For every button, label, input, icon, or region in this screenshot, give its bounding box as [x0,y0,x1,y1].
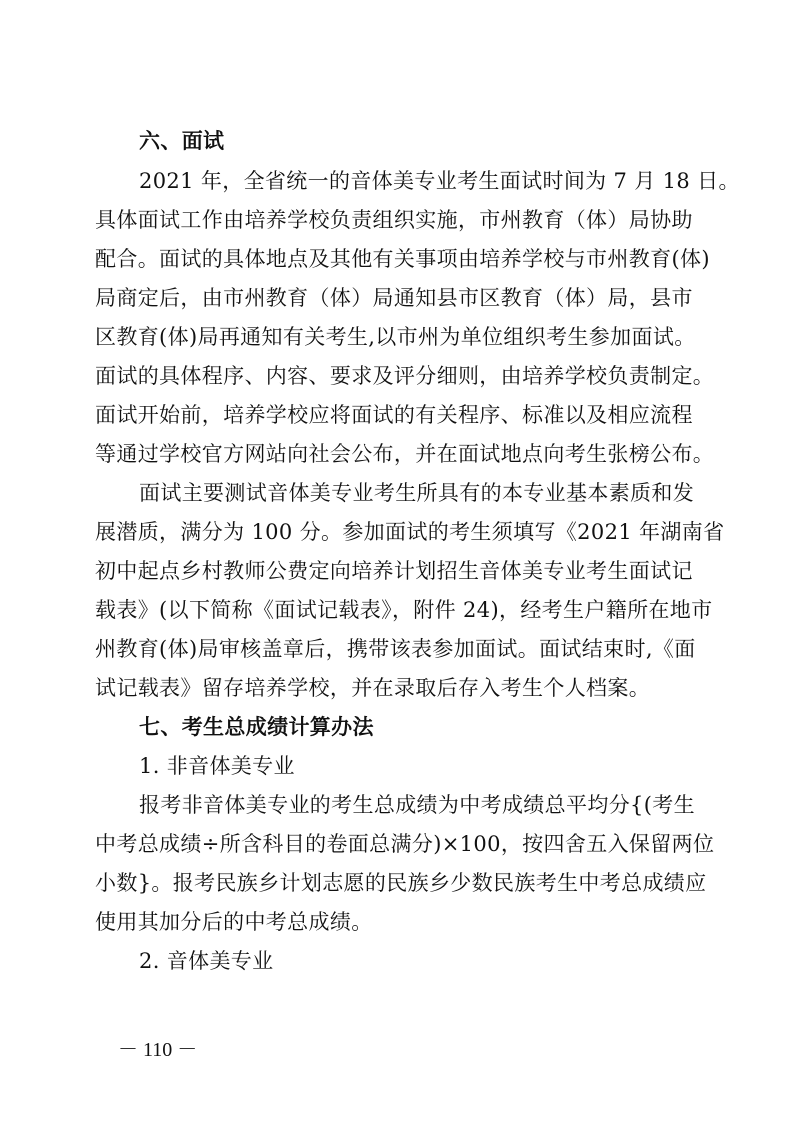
page-number: － 110 － [118,1039,198,1061]
section6-para1-line: 面试开始前，培养学校应将面试的有关程序、标准以及相应流程 [95,403,693,427]
section6-para1-line: 局商定后，由市州教育（体）局通知县市区教育（体）局，县市 [95,286,693,310]
section6-para1-line: 等通过学校官方网站向社会公布，并在面试地点向考生张榜公布。 [95,442,715,466]
section6-para1-line: 2021 年，全省统一的音体美专业考生面试时间为 7 月 18 日。 [139,169,740,193]
section6-para2-line: 初中起点乡村教师公费定向培养计划招生音体美专业考生面试记 [95,559,693,583]
section6-para1-line: 具体面试工作由培养学校负责组织实施，市州教育（体）局协助 [95,208,693,232]
section7-para1-line: 使用其加分后的中考总成绩。 [95,910,373,934]
section6-para1-line: 区教育(体)局再通知有关考生,以市州为单位组织考生参加面试。 [95,325,696,349]
section6-heading: 六、面试 [139,129,225,153]
section7-para1-line: 报考非音体美专业的考生总成绩为中考成绩总平均分{(考生 [139,793,696,817]
section7-para1-line: 中考总成绩÷所含科目的卷面总满分)×100，按四舍五入保留两位 [95,832,715,856]
section6-para2-line: 展潜质，满分为 100 分。参加面试的考生须填写《2021 年湖南省 [95,520,725,544]
section6-para2-line: 面试主要测试音体美专业考生所具有的本专业基本素质和发 [139,481,695,505]
section7-para1-line: 小数}。报考民族乡计划志愿的民族乡少数民族考生中考总成绩应 [95,871,707,895]
section7-heading: 七、考生总成绩计算办法 [139,715,374,739]
section7-subheading-1: 1. 非音体美专业 [139,754,295,778]
section6-para2-line: 试记载表》留存培养学校，并在录取后存入考生个人档案。 [95,676,651,700]
section6-para2-line: 载表》(以下简称《面试记载表》，附件 24)，经考生户籍所在地市 [95,598,713,622]
section6-para2-line: 州教育(体)局审核盖章后，携带该表参加面试。面试结束时,《面 [95,637,696,661]
section6-para1-line: 面试的具体程序、内容、要求及评分细则，由培养学校负责制定。 [95,364,715,388]
section7-subheading-2: 2. 音体美专业 [139,949,274,973]
section6-para1-line: 配合。面试的具体地点及其他有关事项由培养学校与市州教育(体) [95,247,710,271]
